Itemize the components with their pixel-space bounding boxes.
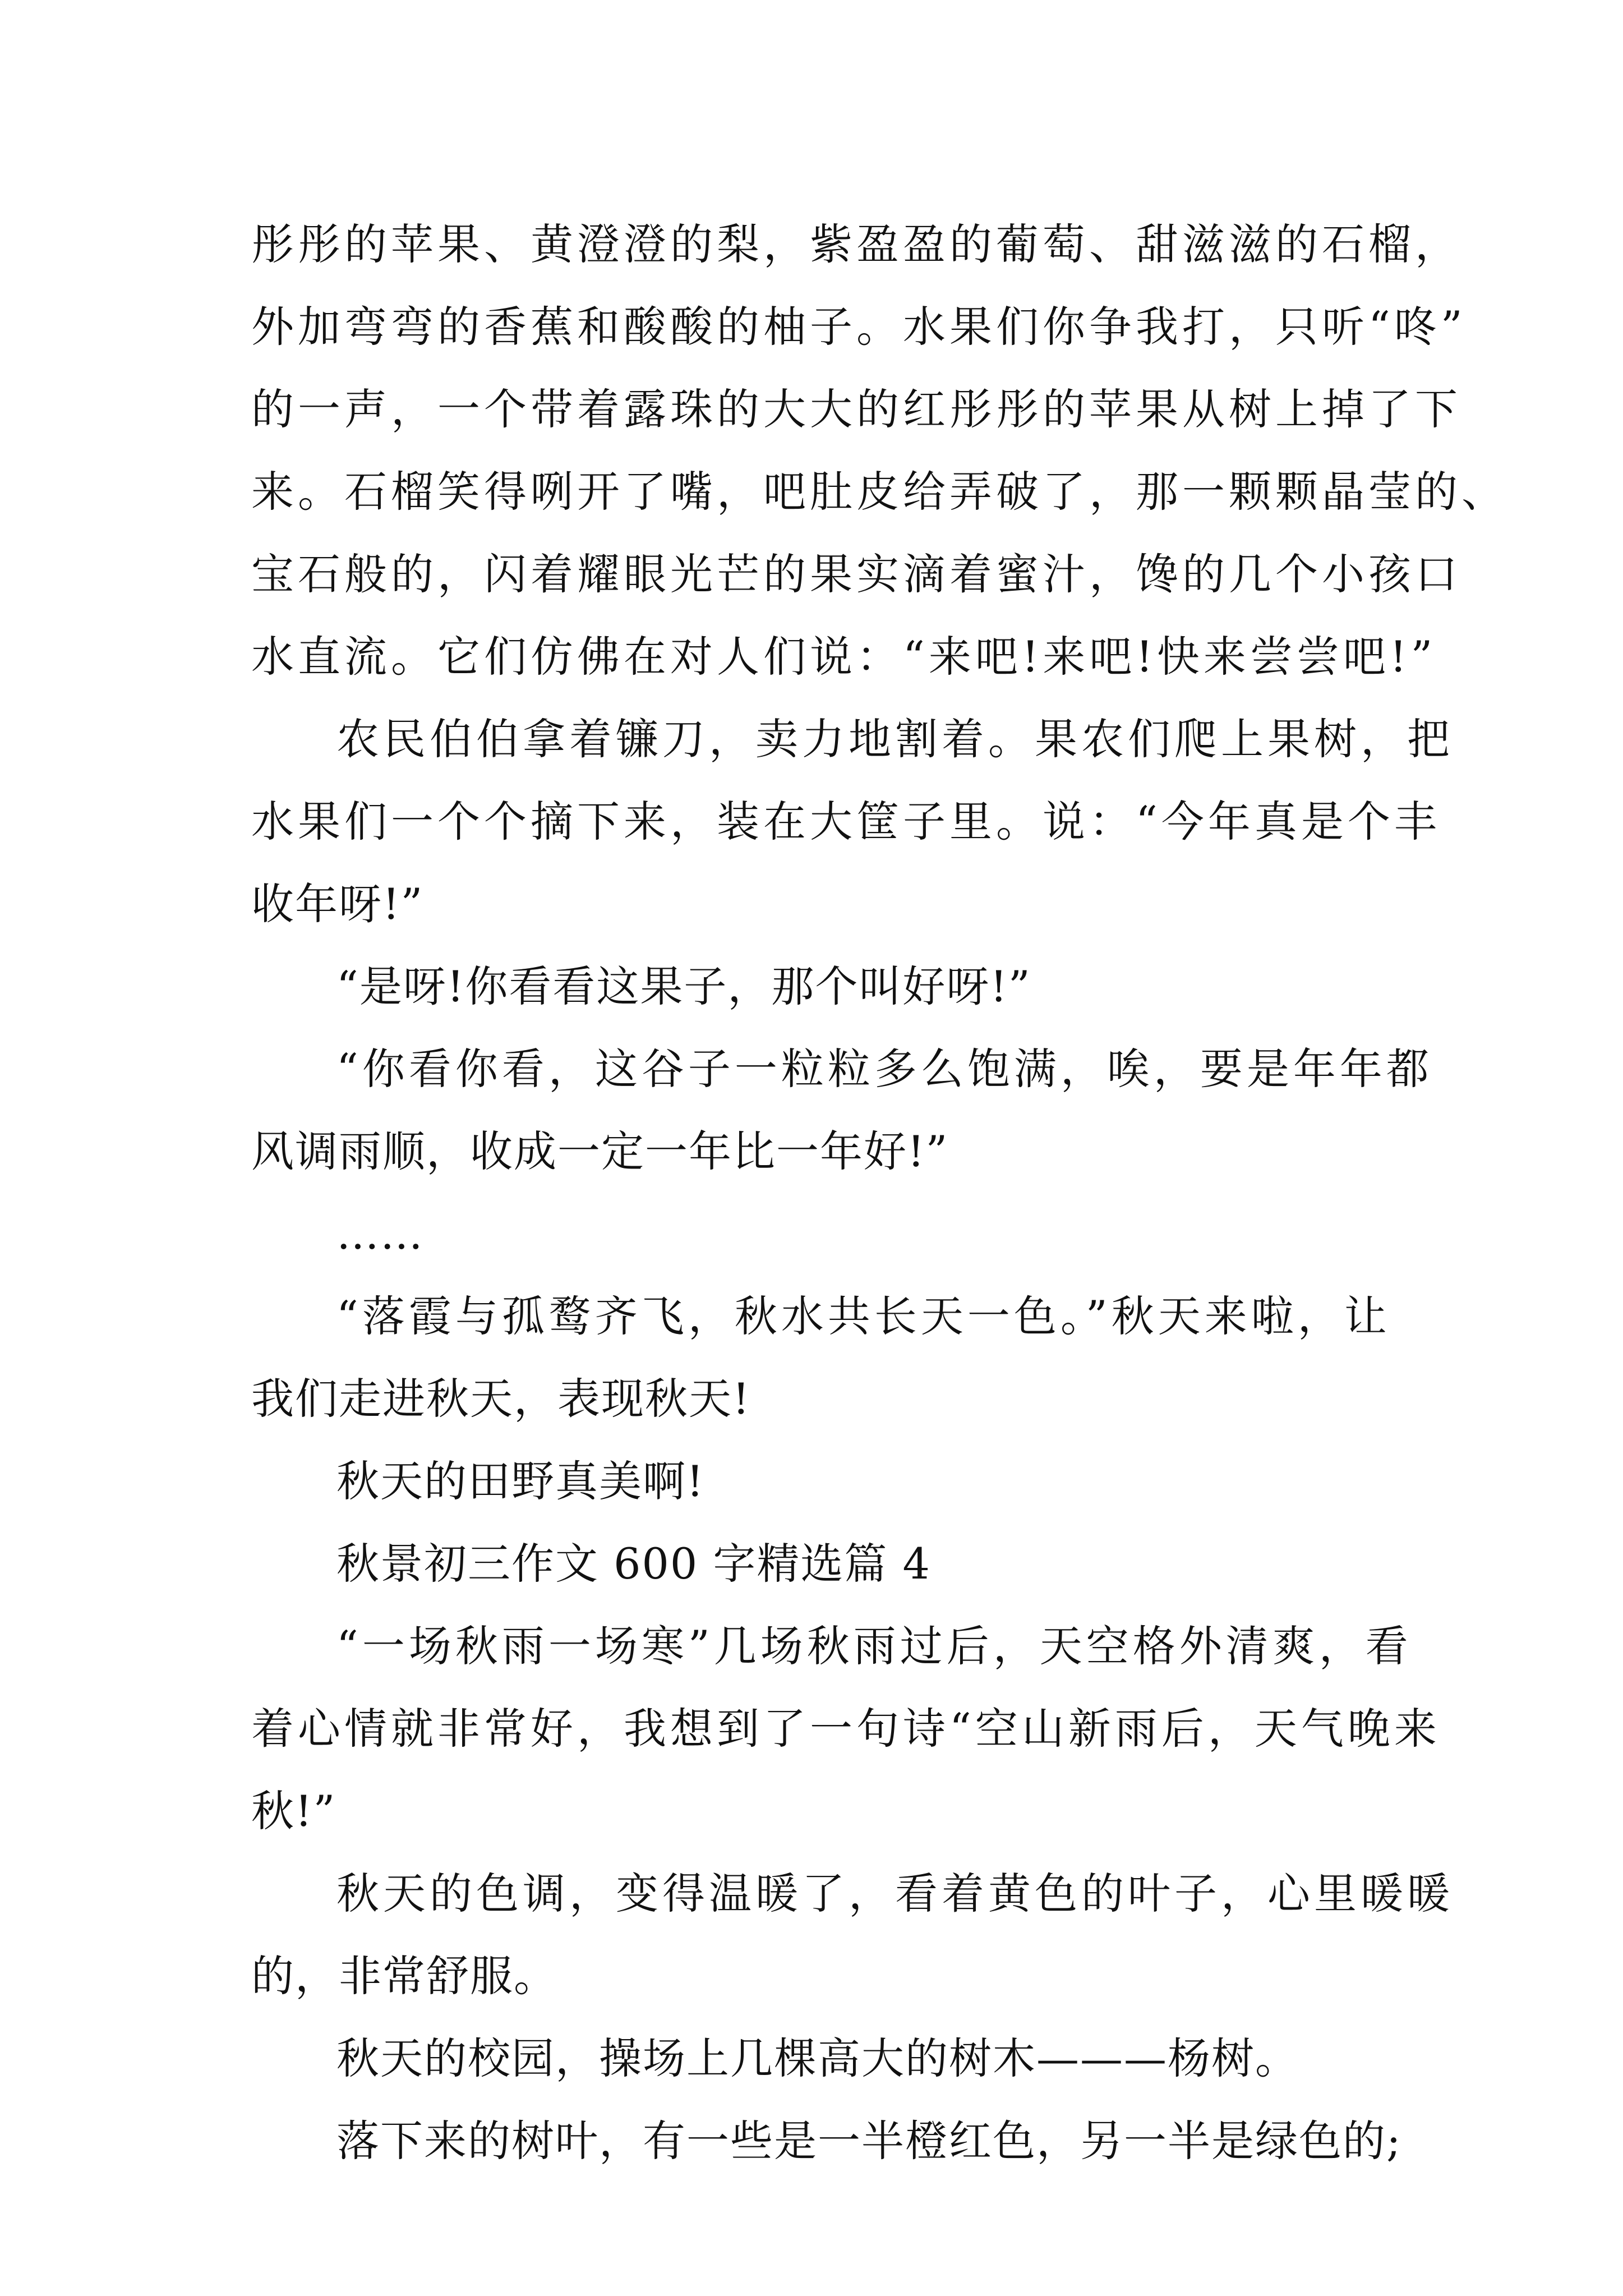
paragraph-line: “落霞与孤鹜齐飞，秋水共长天一色。”秋天来啦，让 (336, 1291, 1391, 1341)
section-heading: 秋景初三作文 600 字精选篇 4 (336, 1539, 931, 1589)
paragraph-line: 水果们一个个摘下来，装在大筐子里。说：“今年真是个丰 (251, 797, 1441, 846)
paragraph-line: 农民伯伯拿着镰刀，卖力地割着。果农们爬上果树，把 (336, 714, 1454, 764)
paragraph-line: 我们走进秋天，表现秋天! (251, 1374, 751, 1424)
paragraph-line: 风调雨顺，收成一定一年比一年好!” (251, 1126, 949, 1176)
paragraph-line: 彤彤的苹果、黄澄澄的梨，紫盈盈的葡萄、甜滋滋的石榴， (251, 219, 1461, 269)
paragraph-line: 来。石榴笑得咧开了嘴，吧肚皮给弄破了，那一颗颗晶莹的、 (251, 467, 1508, 517)
paragraph-line: 的，非常舒服。 (251, 1951, 557, 2001)
paragraph-line: 外加弯弯的香蕉和酸酸的柚子。水果们你争我打，只听“咚” (251, 302, 1467, 352)
paragraph-line: 秋天的田野真美啊! (336, 1456, 705, 1506)
paragraph-line: 着心情就非常好，我想到了一句诗“空山新雨后，天气晚来 (251, 1704, 1441, 1754)
paragraph-line: 收年呀!” (251, 879, 424, 929)
paragraph-line: “你看你看，这谷子一粒粒多么饱满，唉，要是年年都 (336, 1044, 1433, 1094)
paragraph-line: 宝石般的，闪着耀眼光芒的果实滴着蜜汁，馋的几个小孩口 (251, 549, 1461, 599)
paragraph-line: “一场秋雨一场寒”几场秋雨过后，天空格外清爽，看 (336, 1621, 1412, 1671)
paragraph-line: “是呀!你看看这果子，那个叫好呀!” (336, 961, 1031, 1011)
paragraph-line: 秋天的色调，变得温暖了，看着黄色的叶子，心里暖暖 (336, 1869, 1454, 1918)
paragraph-line: 秋天的校园，操场上几棵高大的树木———杨树。 (336, 2033, 1299, 2083)
paragraph-line: 水直流。它们仿佛在对人们说：“来吧!来吧!快来尝尝吧!” (251, 632, 1437, 682)
paragraph-line: 落下来的树叶，有一些是一半橙红色，另一半是绿色的; (336, 2116, 1402, 2166)
ellipsis-line: …… (336, 1209, 424, 1259)
paragraph-line: 秋!” (251, 1786, 336, 1836)
paragraph-line: 的一声，一个带着露珠的大大的红彤彤的苹果从树上掉了下 (251, 384, 1461, 434)
